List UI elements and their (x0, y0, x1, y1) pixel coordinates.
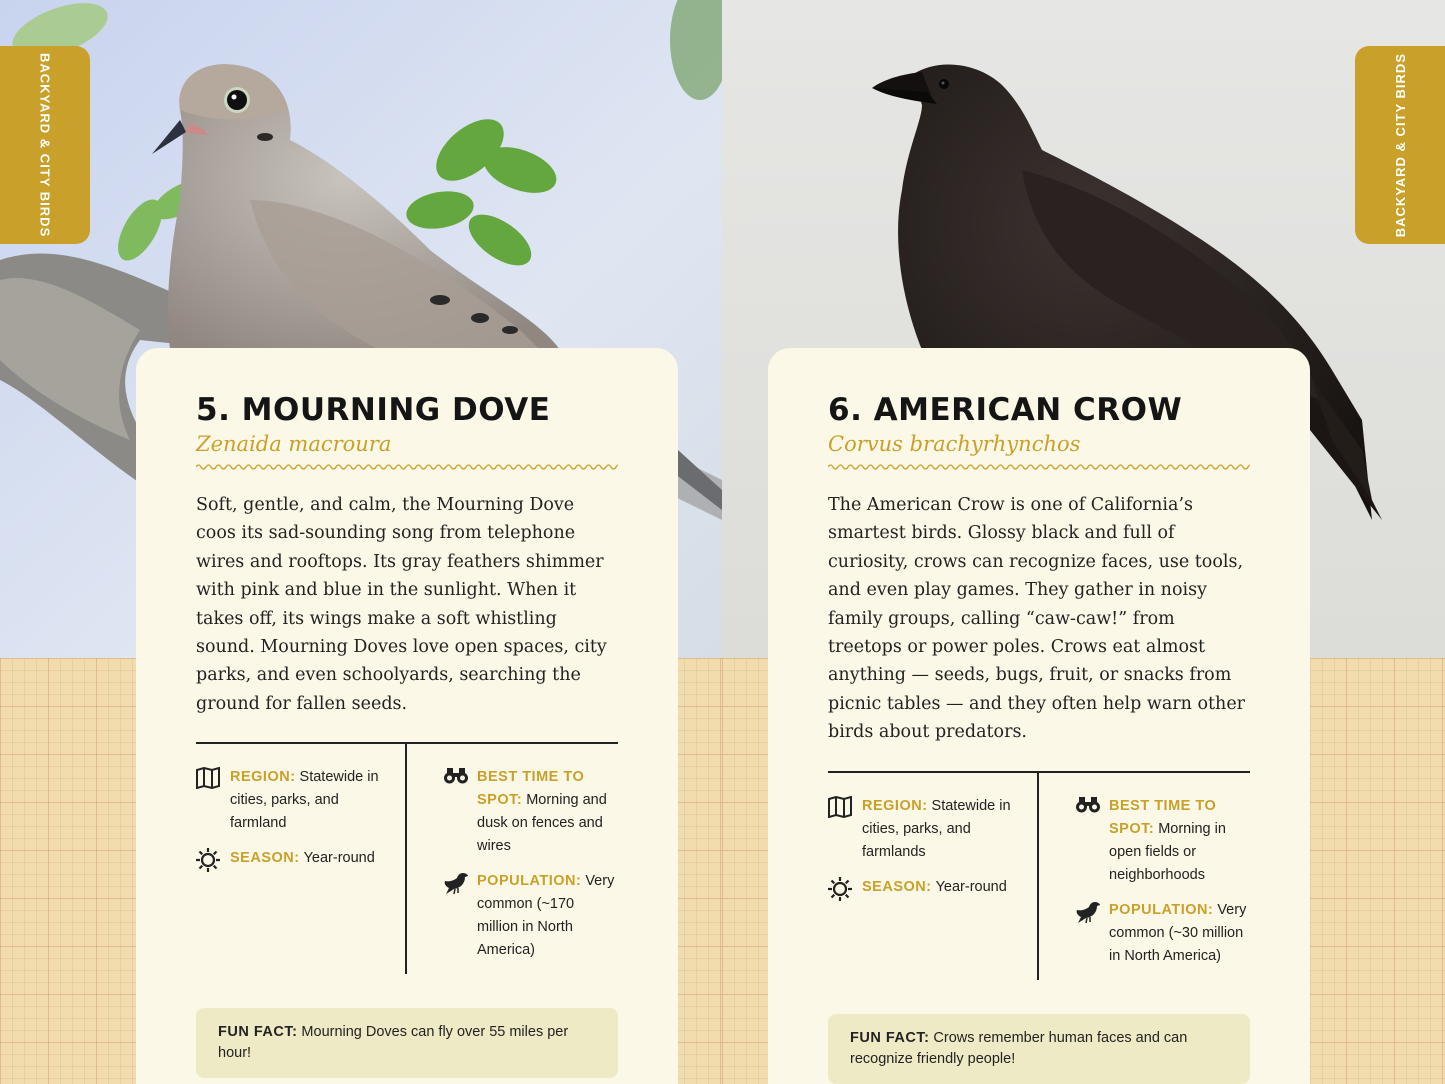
season-value: Year-round (935, 878, 1007, 895)
facts-table (828, 771, 1250, 980)
dove-info-card (136, 348, 678, 1084)
fun-fact-label: FUN FACT: (850, 1029, 930, 1046)
season-label: SEASON: (862, 878, 932, 895)
bird-description: The American Crow is one of California’s smartest birds. Glossy black and full of curiosity, crows can recognize faces, use tools, and even play games. They gather in noisy family groups, calling “caw-caw!” from treetops or power poles. Crows eat almost anything — seeds, bugs, fruit, or snacks from picnic tables — and they often help warn other birds about predators. (828, 495, 1246, 743)
best-time-fact (1075, 795, 1250, 887)
bird-title: 5. MOURNING DOVE (196, 392, 551, 428)
region-label: REGION: (862, 797, 928, 814)
crow-info-card (768, 348, 1310, 1084)
page-mourning-dove (0, 0, 722, 1084)
scientific-name: Zenaida macroura (196, 432, 392, 456)
region-value: Statewide in cities, parks, and farmlands (862, 797, 1011, 860)
bird-icon (443, 870, 477, 962)
best-time-fact (443, 766, 618, 858)
region-fact (196, 766, 391, 835)
page-american-crow (722, 0, 1445, 1084)
binoculars-icon (1075, 795, 1109, 887)
bird-title: 6. AMERICAN CROW (828, 392, 1183, 428)
best-time-label: BEST TIME TO SPOT: (1109, 797, 1217, 837)
season-value: Year-round (303, 850, 375, 867)
best-time-value: Morning and dusk on fences and wires (477, 792, 607, 855)
population-fact (1075, 899, 1250, 968)
wavy-divider (828, 462, 1250, 472)
region-fact (828, 795, 1023, 864)
scientific-name: Corvus brachyrhynchos (828, 432, 1081, 456)
population-fact (443, 870, 618, 962)
section-tab[interactable] (0, 46, 90, 244)
population-label: POPULATION: (1109, 901, 1214, 918)
wavy-divider (196, 462, 618, 472)
season-fact (828, 876, 1023, 906)
section-tab-label: BACKYARD & CITY BIRDS (37, 52, 53, 238)
fun-fact-label: FUN FACT: (218, 1024, 298, 1041)
section-tab[interactable] (1355, 46, 1445, 244)
fun-fact-text: Mourning Doves can fly over 55 miles per hour! (218, 1024, 569, 1062)
fun-fact-box (828, 1014, 1250, 1084)
bird-description: Soft, gentle, and calm, the Mourning Dove coos its sad-sounding song from telephone wires and rooftops. Its gray feathers shimmer with pink and blue in the sunlight. When it takes off, its wings make a soft whistling sound. Mourning Doves love open spaces, city parks, and even schoolyards, searching the ground for fallen seeds. (196, 495, 607, 714)
fun-fact-box (196, 1008, 618, 1078)
map-icon (828, 795, 862, 864)
season-label: SEASON: (230, 850, 300, 867)
section-tab-label: BACKYARD & CITY BIRDS (1392, 52, 1408, 238)
region-label: REGION: (230, 769, 296, 786)
region-value: Statewide in cities, parks, and farmland (230, 769, 379, 832)
binoculars-icon (443, 766, 477, 858)
best-time-label: BEST TIME TO SPOT: (477, 769, 585, 809)
map-icon (196, 766, 230, 835)
population-value: Very common (~170 million in North America) (477, 873, 615, 959)
fun-fact-text: Crows remember human faces and can recognize friendly people! (850, 1029, 1188, 1067)
facts-table (196, 742, 618, 974)
population-value: Very common (~30 million in North America) (1109, 901, 1247, 964)
population-label: POPULATION: (477, 873, 582, 890)
season-fact (196, 847, 391, 877)
bird-icon (1075, 899, 1109, 968)
sun-icon (196, 847, 230, 877)
best-time-value: Morning in open fields or neighborhoods (1109, 820, 1226, 883)
sun-icon (828, 876, 862, 906)
